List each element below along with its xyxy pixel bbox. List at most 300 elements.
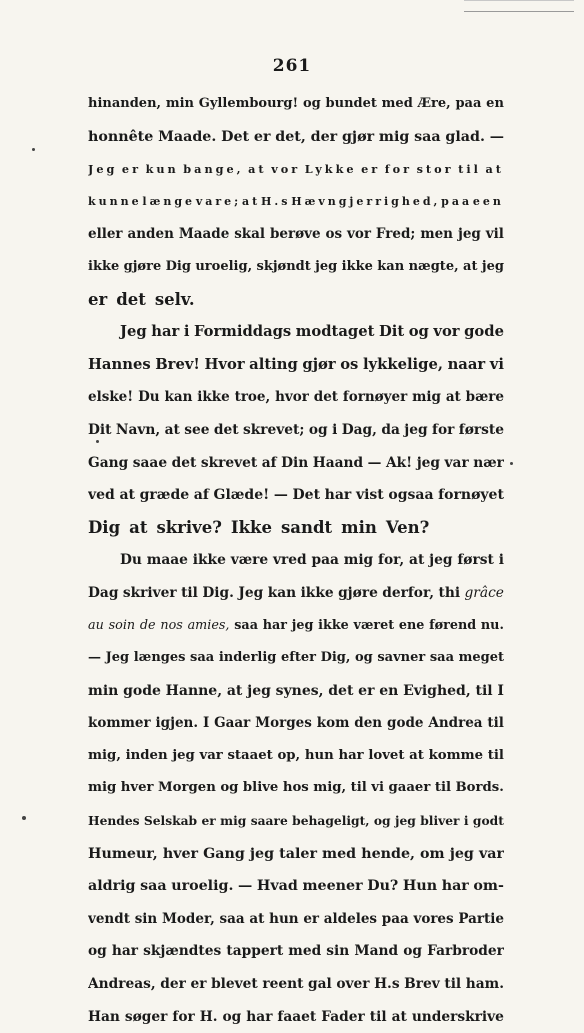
word: i	[463, 813, 469, 829]
word: ikke	[341, 258, 373, 274]
word: nær	[473, 454, 504, 471]
word: —	[238, 878, 253, 895]
word: Jeg	[105, 650, 130, 666]
word: Partie	[458, 910, 504, 927]
word: —	[88, 650, 101, 666]
word: paa	[455, 96, 482, 111]
word: Morges	[255, 715, 312, 732]
word: er	[201, 813, 216, 829]
text-line	[88, 642, 504, 675]
word: i	[332, 421, 338, 438]
text-line	[88, 935, 504, 968]
word: til	[434, 780, 452, 796]
word: skal	[234, 226, 266, 243]
word: de	[139, 617, 156, 633]
word: Formiddags	[193, 323, 292, 341]
word: taler	[279, 845, 317, 862]
word: det,	[275, 128, 306, 145]
word: staaet	[227, 747, 273, 763]
word: til	[487, 715, 504, 732]
word: bange,	[183, 162, 244, 177]
text-line	[88, 707, 504, 740]
word: —	[489, 128, 504, 145]
word: vores	[413, 910, 454, 927]
word: tappert	[226, 943, 284, 960]
word: mig	[88, 780, 117, 796]
word: gode	[123, 682, 161, 699]
word: skjøndt	[256, 258, 311, 274]
word: Fader	[321, 1008, 365, 1025]
text-line	[88, 805, 504, 838]
word: gjøre	[338, 584, 378, 601]
word: Dit	[378, 323, 405, 341]
word: det	[116, 289, 146, 309]
word: at	[241, 194, 261, 208]
word: jeg	[481, 258, 504, 274]
word: Lykke	[304, 162, 357, 177]
word: stor	[416, 162, 454, 177]
text-line	[88, 772, 504, 805]
word: vendt	[88, 910, 130, 927]
word: saa	[429, 650, 454, 666]
word: derfor,	[382, 584, 435, 601]
word: soin	[108, 617, 136, 633]
word: sin	[326, 943, 350, 960]
word: Hendes	[88, 813, 140, 829]
body-text	[88, 88, 504, 1033]
word: honnête	[88, 128, 154, 145]
word: Dig	[88, 517, 121, 537]
word: Brev!	[155, 355, 200, 373]
word: har	[338, 747, 364, 763]
word: hun	[269, 910, 299, 927]
word: det	[213, 421, 239, 438]
word: Hvor	[204, 355, 245, 373]
word: hun	[304, 747, 334, 763]
word: hos	[282, 780, 309, 796]
word: Morgen	[158, 780, 216, 796]
text-line	[88, 447, 504, 480]
word: hver	[120, 780, 154, 796]
word: modtaget	[295, 323, 375, 341]
word: skriver	[122, 584, 177, 601]
word: Brev	[404, 976, 440, 993]
word: saa	[414, 128, 441, 145]
word: var	[478, 845, 504, 862]
word: aldeles	[323, 910, 378, 927]
word: Ikke	[230, 517, 272, 537]
word: anden	[127, 226, 174, 243]
word: og	[220, 780, 239, 796]
word: jeg	[172, 747, 195, 763]
word: bliver	[420, 813, 460, 829]
word: gaaer	[388, 780, 431, 796]
word: at	[226, 682, 243, 699]
word: een	[472, 194, 504, 208]
word: Hun	[402, 878, 438, 895]
word: Mand	[354, 943, 399, 960]
word: min	[165, 96, 194, 111]
word: inderlig	[218, 650, 277, 666]
word: jeg	[457, 226, 481, 243]
word: Andrea	[428, 715, 483, 732]
text-line	[88, 577, 504, 610]
word: uroelig,	[195, 258, 253, 274]
word: saa	[234, 617, 258, 633]
text-line	[88, 512, 504, 545]
text-line	[88, 968, 504, 1001]
word: at	[485, 162, 504, 177]
word: kan	[377, 258, 405, 274]
word: ikke	[197, 389, 230, 406]
word: førend	[429, 617, 477, 633]
word: om	[420, 845, 445, 862]
word: at	[409, 552, 425, 569]
word: saa	[219, 910, 245, 927]
word: maae	[146, 552, 188, 569]
word: længe	[142, 194, 196, 208]
word: af	[261, 454, 277, 471]
word: gjør	[341, 128, 375, 145]
word: med	[288, 943, 322, 960]
word: Du?	[367, 878, 399, 895]
word: mig	[343, 552, 374, 569]
word: og	[308, 421, 328, 438]
word: eller	[88, 226, 123, 243]
word: kunne	[88, 194, 142, 208]
word: er	[121, 162, 142, 177]
word: mig	[220, 813, 247, 829]
word: efter	[280, 650, 316, 666]
word: ikke	[318, 617, 349, 633]
word: Dag,	[341, 421, 377, 438]
word: lovet	[368, 747, 405, 763]
text-line	[88, 251, 504, 284]
word: kom	[316, 715, 350, 732]
word: er	[190, 976, 207, 993]
word: ikke	[300, 584, 334, 601]
word: søger	[124, 1008, 168, 1025]
word: første	[458, 421, 504, 438]
word: os	[340, 355, 359, 373]
word: Ak!	[385, 454, 413, 471]
text-line	[88, 838, 504, 871]
word: mig	[412, 389, 441, 406]
word: Gang	[88, 454, 129, 471]
word: der	[160, 976, 186, 993]
word: saa	[190, 650, 215, 666]
word: saare	[250, 813, 288, 829]
word: Hanne,	[165, 682, 223, 699]
word: ikke	[88, 258, 120, 274]
word: kun	[145, 162, 179, 177]
word: hende,	[361, 845, 415, 862]
word: i	[498, 552, 504, 569]
word: kan	[267, 584, 297, 601]
word: min	[88, 682, 119, 699]
word: kan	[164, 389, 193, 406]
word: har	[151, 323, 180, 341]
word: hvor	[275, 389, 309, 406]
word: til	[181, 584, 198, 601]
text-line	[88, 186, 504, 219]
word: au	[88, 617, 104, 633]
word: gjør	[302, 355, 336, 373]
word: inden	[125, 747, 168, 763]
word: være	[230, 552, 269, 569]
word: reent	[262, 976, 304, 993]
word: Andreas,	[88, 976, 156, 993]
word: ogsaa	[388, 487, 434, 504]
word: meget	[458, 650, 504, 666]
word: til	[369, 1008, 387, 1025]
word: nu.	[480, 617, 504, 633]
word: saa	[140, 878, 167, 895]
word: ham.	[465, 976, 504, 993]
word: Du	[120, 552, 142, 569]
word: vor	[271, 162, 301, 177]
word: jeg	[449, 845, 474, 862]
word: skrevet;	[243, 421, 305, 438]
word: skrive?	[156, 517, 222, 537]
word: lykkelige,	[362, 355, 443, 373]
word: jeg	[429, 552, 453, 569]
word: grâce	[464, 584, 504, 601]
word: Han	[88, 1008, 120, 1025]
word: H.	[199, 1008, 218, 1025]
word: Dig	[165, 258, 191, 274]
word: vi	[489, 355, 504, 373]
word: at	[164, 421, 180, 438]
word: og	[403, 943, 422, 960]
word: Du	[138, 389, 160, 406]
word: en	[379, 682, 399, 699]
word: igjen.	[155, 715, 199, 732]
word: at	[129, 517, 148, 537]
word: vare;	[195, 194, 242, 208]
word: skjændtes	[143, 943, 222, 960]
word: da	[381, 421, 400, 438]
word: og	[88, 943, 107, 960]
word: jeg	[249, 845, 275, 862]
word: Glæde!	[213, 487, 270, 504]
word: til	[458, 162, 481, 177]
word: Gang	[203, 845, 245, 862]
word: har	[246, 1008, 273, 1025]
word: at	[249, 910, 265, 927]
word: Dag	[88, 584, 119, 601]
word: det	[313, 389, 339, 406]
text-line	[88, 610, 504, 643]
word: gal	[308, 976, 332, 993]
ink-speck	[32, 148, 35, 151]
word: Hannes	[88, 355, 151, 373]
word: jeg	[291, 617, 314, 633]
word: jeg	[315, 258, 338, 274]
word: underskrive	[411, 1008, 504, 1025]
word: godt	[472, 813, 504, 829]
word: var	[199, 747, 223, 763]
word: Selskab	[143, 813, 198, 829]
word: for	[432, 421, 455, 438]
text-line	[88, 153, 504, 186]
text-line	[88, 414, 504, 447]
word: Din	[281, 454, 309, 471]
word: paa	[441, 194, 473, 208]
word: at	[391, 1008, 407, 1025]
word: er	[88, 289, 108, 309]
word: jeg	[395, 813, 416, 829]
word: gjøre	[123, 258, 162, 274]
word: Fred;	[375, 226, 416, 243]
word: H.s	[374, 976, 400, 993]
word: thi	[438, 584, 461, 601]
word: elske!	[88, 389, 134, 406]
word: den	[354, 715, 383, 732]
text-line	[88, 121, 504, 154]
word: for,	[378, 552, 405, 569]
word: hver	[162, 845, 199, 862]
word: var	[444, 454, 469, 471]
word: nægte,	[408, 258, 459, 274]
ink-speck	[22, 816, 26, 820]
word: Jeg	[88, 162, 118, 177]
word: behageligt,	[292, 813, 370, 829]
word: fornøyet	[438, 487, 504, 504]
word: alting	[249, 355, 298, 373]
word: Hvad	[256, 878, 298, 895]
word: vred	[272, 552, 307, 569]
word: Ven?	[385, 517, 430, 537]
word: kommer	[88, 715, 151, 732]
word: at	[409, 747, 424, 763]
word: er	[358, 682, 375, 699]
page-number: 261	[272, 56, 312, 76]
word: Navn,	[115, 421, 161, 438]
word: ene	[398, 617, 425, 633]
text-line	[88, 381, 504, 414]
word: jeg	[247, 682, 271, 699]
word: Ære,	[417, 96, 451, 111]
word: men	[420, 226, 454, 243]
word: vor	[347, 226, 371, 243]
word: at	[463, 258, 478, 274]
word: Evighed,	[403, 682, 471, 699]
word: har	[111, 943, 139, 960]
word: —	[273, 487, 288, 504]
word: I	[497, 682, 504, 699]
text-line	[88, 903, 504, 936]
word: Farbroder	[427, 943, 504, 960]
word: og	[373, 813, 391, 829]
word: med	[381, 96, 413, 111]
word: blevet	[211, 976, 258, 993]
text-line	[88, 870, 504, 903]
text-line	[88, 88, 504, 121]
word: ved	[88, 487, 115, 504]
word: først	[457, 552, 494, 569]
word: paa	[381, 910, 409, 927]
word: jeg	[404, 421, 428, 438]
word: ikke	[192, 552, 226, 569]
word: Dig,	[320, 650, 351, 666]
word: selv.	[154, 289, 195, 309]
word: at	[248, 162, 267, 177]
word: nos	[160, 617, 183, 633]
word: berøve	[269, 226, 321, 243]
word: Dig.	[202, 584, 234, 601]
text-line	[88, 218, 504, 251]
word: hinanden,	[88, 96, 162, 111]
word: til	[475, 682, 493, 699]
word: Gyllembourg!	[198, 96, 299, 111]
word: i	[183, 323, 190, 341]
word: Bords.	[455, 780, 504, 796]
word: komme	[428, 747, 484, 763]
word: er	[303, 910, 320, 927]
word: det	[171, 454, 197, 471]
word: jeg	[416, 454, 441, 471]
word: har	[262, 617, 287, 633]
word: sandt	[280, 517, 333, 537]
word: os	[325, 226, 343, 243]
word: over	[336, 976, 370, 993]
word: mig	[378, 128, 410, 145]
word: I	[202, 715, 210, 732]
word: og	[302, 96, 321, 111]
word: meener	[302, 878, 363, 895]
word: Dit	[88, 421, 112, 438]
word: det	[328, 682, 354, 699]
word: glad.	[445, 128, 485, 145]
word: Jeg	[120, 323, 147, 341]
word: op,	[277, 747, 301, 763]
word: Haand	[312, 454, 364, 471]
word: fornøyer	[342, 389, 408, 406]
word: blive	[242, 780, 279, 796]
word: Det	[221, 128, 250, 145]
word: saae	[132, 454, 168, 471]
word: bundet	[325, 96, 377, 111]
text-line	[88, 544, 504, 577]
word: Maade	[178, 226, 230, 243]
word: for	[172, 1008, 195, 1025]
word: mig,	[88, 747, 121, 763]
ink-speck	[510, 462, 513, 465]
word: for	[384, 162, 413, 177]
text-line	[88, 1001, 504, 1033]
word: uroelig.	[171, 878, 234, 895]
word: har	[324, 487, 352, 504]
word: amies,	[187, 617, 230, 633]
word: naar	[447, 355, 486, 373]
word: længes	[133, 650, 186, 666]
word: en	[486, 96, 504, 111]
word: —	[367, 454, 382, 471]
word: troe,	[234, 389, 271, 406]
word: Gaar	[214, 715, 251, 732]
word: skrevet	[200, 454, 258, 471]
text-line	[88, 740, 504, 773]
word: synes,	[275, 682, 324, 699]
word: vor	[433, 323, 460, 341]
word: min	[341, 517, 377, 537]
page-edge-mark	[464, 0, 574, 12]
text-line	[88, 316, 504, 349]
word: gode	[464, 323, 504, 341]
word: H.s	[261, 194, 291, 208]
word: Humeur,	[88, 845, 158, 862]
